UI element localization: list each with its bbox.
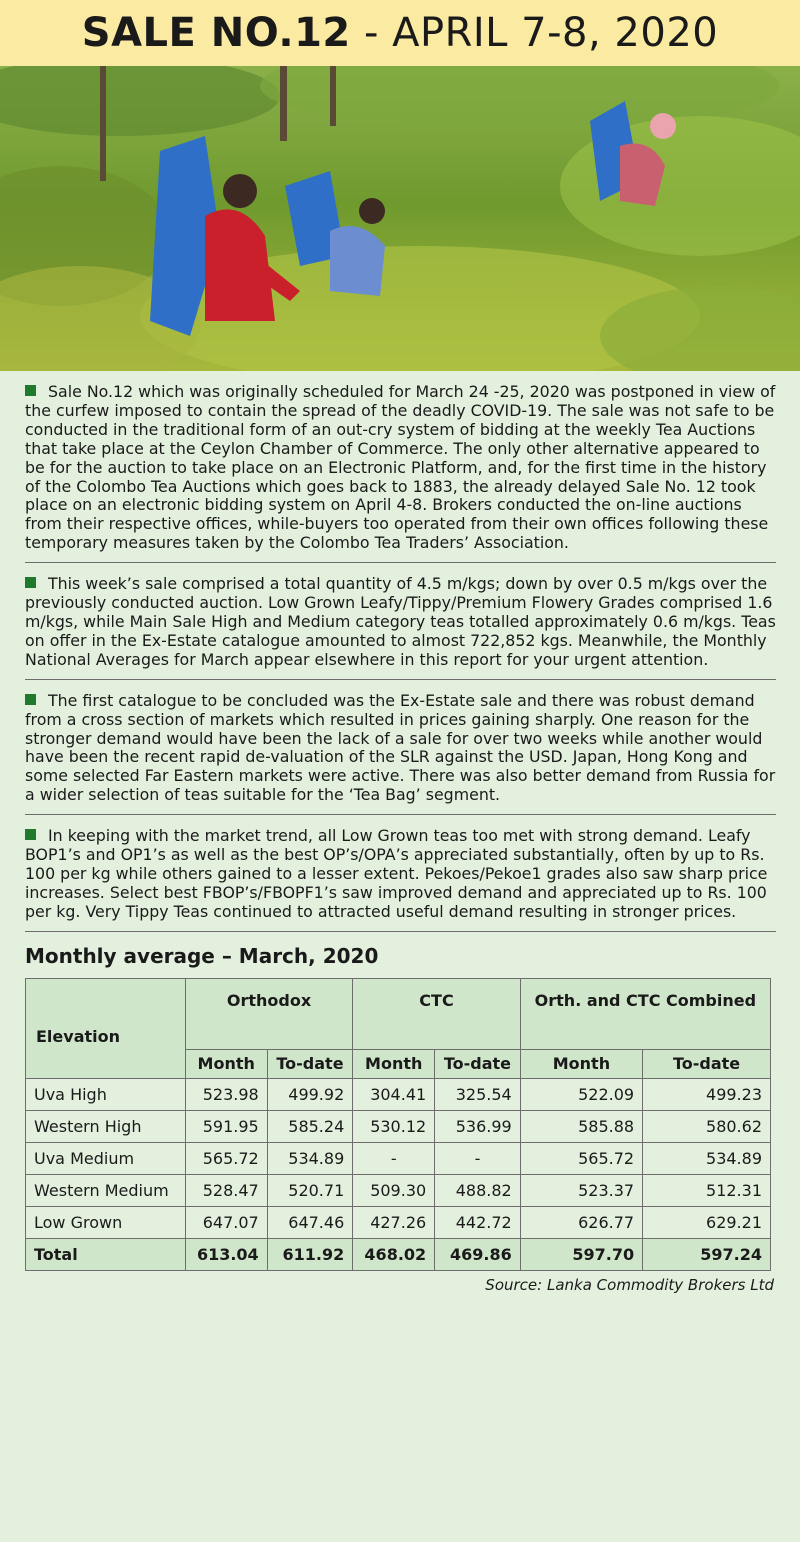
value-cell: 522.09 — [520, 1078, 642, 1110]
table-row — [26, 1142, 771, 1174]
value-cell: 523.98 — [185, 1078, 267, 1110]
table-header-row — [26, 978, 771, 1049]
value-cell: 499.23 — [643, 1078, 771, 1110]
month-header: Month — [353, 1049, 435, 1078]
paragraph-4: In keeping with the market trend, all Low Grown teas too met with strong demand. Leafy BOP1’s and OP1’s as well as the best OP’s/OPA’s appreciated substantially, often by up to Rs. 100 per kg while others gained to a lesser extent. Pekoes/Pekoe1 grades also saw sharp price increases. Select best FBOP’s/FBOPF1’s saw improved demand and appreciated up to Rs. 100 per kg. Very Tippy Teas continued to attracted useful demand resulting in stronger prices. — [25, 815, 776, 932]
value-cell: - — [353, 1142, 435, 1174]
value-cell: 469.86 — [435, 1238, 521, 1270]
value-cell: 530.12 — [353, 1110, 435, 1142]
sale-number: SALE NO.12 — [81, 10, 351, 56]
value-cell: 597.24 — [643, 1238, 771, 1270]
table-row — [26, 1078, 771, 1110]
value-cell: 442.72 — [435, 1206, 521, 1238]
value-cell: 488.82 — [435, 1174, 521, 1206]
table-title: Monthly average – March, 2020 — [25, 943, 379, 968]
value-cell: 626.77 — [520, 1206, 642, 1238]
total-row — [26, 1238, 771, 1270]
square-bullet-icon — [25, 829, 36, 840]
article-body — [0, 371, 800, 1294]
combined-header: Orth. and CTC Combined — [520, 978, 770, 1049]
page-title — [82, 0, 718, 66]
value-cell: 534.89 — [267, 1142, 353, 1174]
tea-pluckers-photo — [0, 66, 800, 371]
value-cell: - — [435, 1142, 521, 1174]
value-cell: 565.72 — [185, 1142, 267, 1174]
value-cell: 611.92 — [267, 1238, 353, 1270]
to-date-header: To-date — [267, 1049, 353, 1078]
value-cell: 580.62 — [643, 1110, 771, 1142]
paragraph-3: The first catalogue to be concluded was the Ex-Estate sale and there was robust demand from a cross section of markets which resulted in prices gaining sharply. One reason for the stronger demand would have been the lack of a sale for over two weeks while another would have been the recent rapid de-valuation of the SLR against the USD. Japan, Hong Kong and some selected Far Eastern markets were active. There was also better demand from Russia for a wider selection of teas suitable for the ‘Tea Bag’ segment. — [25, 680, 776, 815]
table-row — [26, 1110, 771, 1142]
elevation-header: Elevation — [26, 978, 186, 1078]
value-cell: 591.95 — [185, 1110, 267, 1142]
to-date-header: To-date — [435, 1049, 521, 1078]
ctc-header: CTC — [353, 978, 520, 1049]
table-row — [26, 1174, 771, 1206]
month-header: Month — [185, 1049, 267, 1078]
value-cell: 523.37 — [520, 1174, 642, 1206]
value-cell: 585.24 — [267, 1110, 353, 1142]
value-cell: 585.88 — [520, 1110, 642, 1142]
elevation-cell: Uva High — [26, 1078, 186, 1110]
elevation-cell: Western Medium — [26, 1174, 186, 1206]
value-cell: 565.72 — [520, 1142, 642, 1174]
value-cell: 536.99 — [435, 1110, 521, 1142]
to-date-header: To-date — [643, 1049, 771, 1078]
value-cell: 499.92 — [267, 1078, 353, 1110]
value-cell: 647.46 — [267, 1206, 353, 1238]
value-cell: 509.30 — [353, 1174, 435, 1206]
value-cell: 304.41 — [353, 1078, 435, 1110]
sale-dates: - APRIL 7-8, 2020 — [350, 10, 719, 56]
elevation-cell: Western High — [26, 1110, 186, 1142]
value-cell: 629.21 — [643, 1206, 771, 1238]
month-header: Month — [520, 1049, 642, 1078]
value-cell: 647.07 — [185, 1206, 267, 1238]
orthodox-header: Orthodox — [185, 978, 352, 1049]
value-cell: 512.31 — [643, 1174, 771, 1206]
total-label: Total — [26, 1238, 186, 1270]
value-cell: 520.71 — [267, 1174, 353, 1206]
title-bar — [0, 0, 800, 66]
paragraph-1: Sale No.12 which was originally scheduled for March 24 -25, 2020 was postponed in view of the curfew imposed to contain the spread of the deadly COVID-19. The sale was not safe to be conducted in the traditional form of an out-cry system of bidding at the weekly Tea Auctions that take place at the Ceylon Chamber of Commerce. The only other alternative appeared to be for the auction to take place on an Electronic Platform, and, for the first time in the history of the Colombo Tea Auctions which goes back to 1883, the already delayed Sale No. 12 took place on an electronic bidding system on April 4-8. Brokers conducted the on-line auctions from their respective offices, while-buyers too operated from their own offices following these temporary measures taken by the Colombo Tea Traders’ Association. — [25, 371, 776, 563]
value-cell: 528.47 — [185, 1174, 267, 1206]
value-cell: 468.02 — [353, 1238, 435, 1270]
value-cell: 613.04 — [185, 1238, 267, 1270]
elevation-cell: Uva Medium — [26, 1142, 186, 1174]
square-bullet-icon — [25, 577, 36, 588]
value-cell: 597.70 — [520, 1238, 642, 1270]
value-cell: 427.26 — [353, 1206, 435, 1238]
source-credit: Source: Lanka Commodity Brokers Ltd — [485, 1275, 774, 1294]
square-bullet-icon — [25, 694, 36, 705]
paragraph-2: This week’s sale comprised a total quantity of 4.5 m/kgs; down by over 0.5 m/kgs over the previously conducted auction. Low Grown Leafy/Tippy/Premium Flowery Grades comprised 1.6 m/kgs, while Main Sale High and Medium category teas totalled approximately 0.6 m/kgs. Teas on offer in the Ex-Estate catalogue amounted to almost 722,852 kgs. Meanwhile, the Monthly National Averages for March appear elsewhere in this report for your urgent attention. — [25, 563, 776, 680]
elevation-cell: Low Grown — [26, 1206, 186, 1238]
square-bullet-icon — [25, 385, 36, 396]
value-cell: 325.54 — [435, 1078, 521, 1110]
table-row — [26, 1206, 771, 1238]
value-cell: 534.89 — [643, 1142, 771, 1174]
monthly-average-table — [25, 978, 771, 1271]
